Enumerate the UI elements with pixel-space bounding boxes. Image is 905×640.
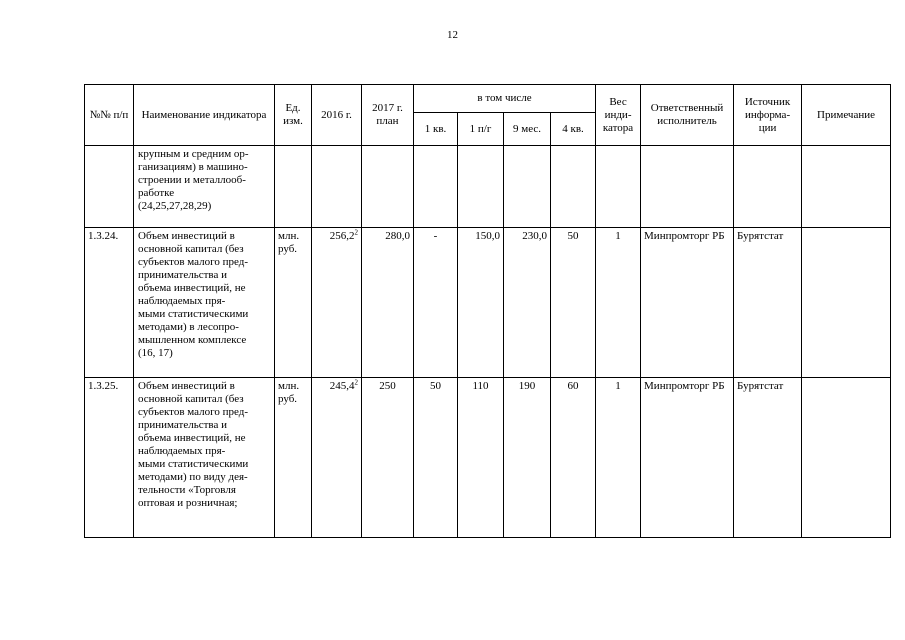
cell-source: Бурятстат [734, 228, 802, 378]
cell-source: Бурятстат [734, 378, 802, 538]
name-line: крупным и средним ор- [138, 148, 249, 160]
header-name: Наименование индикатора [134, 85, 275, 146]
cell-unit: млн. руб. [275, 378, 312, 538]
indicators-table [84, 84, 891, 538]
cell-h1 [458, 146, 504, 228]
cell-weight: 1 [596, 378, 641, 538]
cell-q4: 60 [551, 378, 596, 538]
cell-weight: 1 [596, 228, 641, 378]
page-number: 12 [447, 29, 458, 41]
cell-num: 1.3.24. [85, 228, 134, 378]
cell-unit: млн. руб. [275, 228, 312, 378]
cell-name [134, 228, 275, 378]
name-line: строении и металлооб- [138, 174, 246, 186]
cell-9m [504, 146, 551, 228]
cell-2017 [362, 146, 414, 228]
name-line: методами) по виду дея- [138, 471, 248, 483]
footnote-mark: 2 [354, 378, 358, 387]
cell-responsible [641, 146, 734, 228]
header-num: №№ п/п [85, 85, 134, 146]
cell-h1: 150,0 [458, 228, 504, 378]
cell-q1 [414, 146, 458, 228]
table-row [85, 378, 891, 538]
cell-responsible: Минпромторг РБ [641, 228, 734, 378]
header-9m: 9 мес. [504, 113, 551, 146]
name-line: (16, 17) [138, 347, 173, 359]
cell-unit [275, 146, 312, 228]
table-row [85, 228, 891, 378]
name-line: оптовая и розничная; [138, 497, 238, 509]
header-responsible: Ответственный исполнитель [641, 85, 734, 146]
cell-name [134, 378, 275, 538]
name-line: наблюдаемых пря- [138, 295, 226, 307]
name-line: наблюдаемых пря- [138, 445, 226, 457]
header-weight: Вес инди-катора [596, 85, 641, 146]
name-line: объема инвестиций, не [138, 282, 246, 294]
cell-2016 [312, 146, 362, 228]
cell-9m: 190 [504, 378, 551, 538]
name-line: основной капитал (без [138, 243, 244, 255]
name-line: субъектов малого пред- [138, 406, 249, 418]
name-line: (24,25,27,28,29) [138, 200, 212, 212]
cell-q4 [551, 146, 596, 228]
header-2016: 2016 г. [312, 85, 362, 146]
header-2017-plan: 2017 г. план [362, 85, 414, 146]
cell-2017: 250 [362, 378, 414, 538]
header-unit: Ед. изм. [275, 85, 312, 146]
header-h1: 1 п/г [458, 113, 504, 146]
cell-note [802, 228, 891, 378]
name-line: мыми статистическими [138, 308, 249, 320]
cell-num: 1.3.25. [85, 378, 134, 538]
name-line: мыми статистическими [138, 458, 249, 470]
cell-name [134, 146, 275, 228]
cell-num [85, 146, 134, 228]
value-2016: 256,2 [329, 230, 355, 242]
name-line: объема инвестиций, не [138, 432, 246, 444]
cell-q1: 50 [414, 378, 458, 538]
cell-2016 [312, 228, 362, 378]
name-line: субъектов малого пред- [138, 256, 249, 268]
cell-note [802, 146, 891, 228]
footnote-mark: 2 [354, 228, 358, 237]
cell-q4: 50 [551, 228, 596, 378]
cell-note [802, 378, 891, 538]
header-q1: 1 кв. [414, 113, 458, 146]
cell-9m: 230,0 [504, 228, 551, 378]
name-line: основной капитал (без [138, 393, 244, 405]
cell-2017: 280,0 [362, 228, 414, 378]
header-including: в том числе [414, 85, 596, 113]
name-line: принимательства и [138, 269, 227, 281]
cell-q1: - [414, 228, 458, 378]
name-line: Объем инвестиций в [138, 380, 235, 392]
cell-responsible: Минпромторг РБ [641, 378, 734, 538]
name-line: мышленном комплексе [138, 334, 247, 346]
name-line: тельности «Торговля [138, 484, 236, 496]
name-line: ганизациям) в машино- [138, 161, 248, 173]
cell-2016 [312, 378, 362, 538]
header-source: Источник информа-ции [734, 85, 802, 146]
name-line: работке [138, 187, 175, 199]
cell-source [734, 146, 802, 228]
cell-h1: 110 [458, 378, 504, 538]
name-line: Объем инвестиций в [138, 230, 235, 242]
table-row [85, 146, 891, 228]
header-q4: 4 кв. [551, 113, 596, 146]
header-note: Примечание [802, 85, 891, 146]
value-2016: 245,4 [329, 380, 355, 392]
name-line: принимательства и [138, 419, 227, 431]
cell-weight [596, 146, 641, 228]
name-line: методами) в лесопро- [138, 321, 239, 333]
